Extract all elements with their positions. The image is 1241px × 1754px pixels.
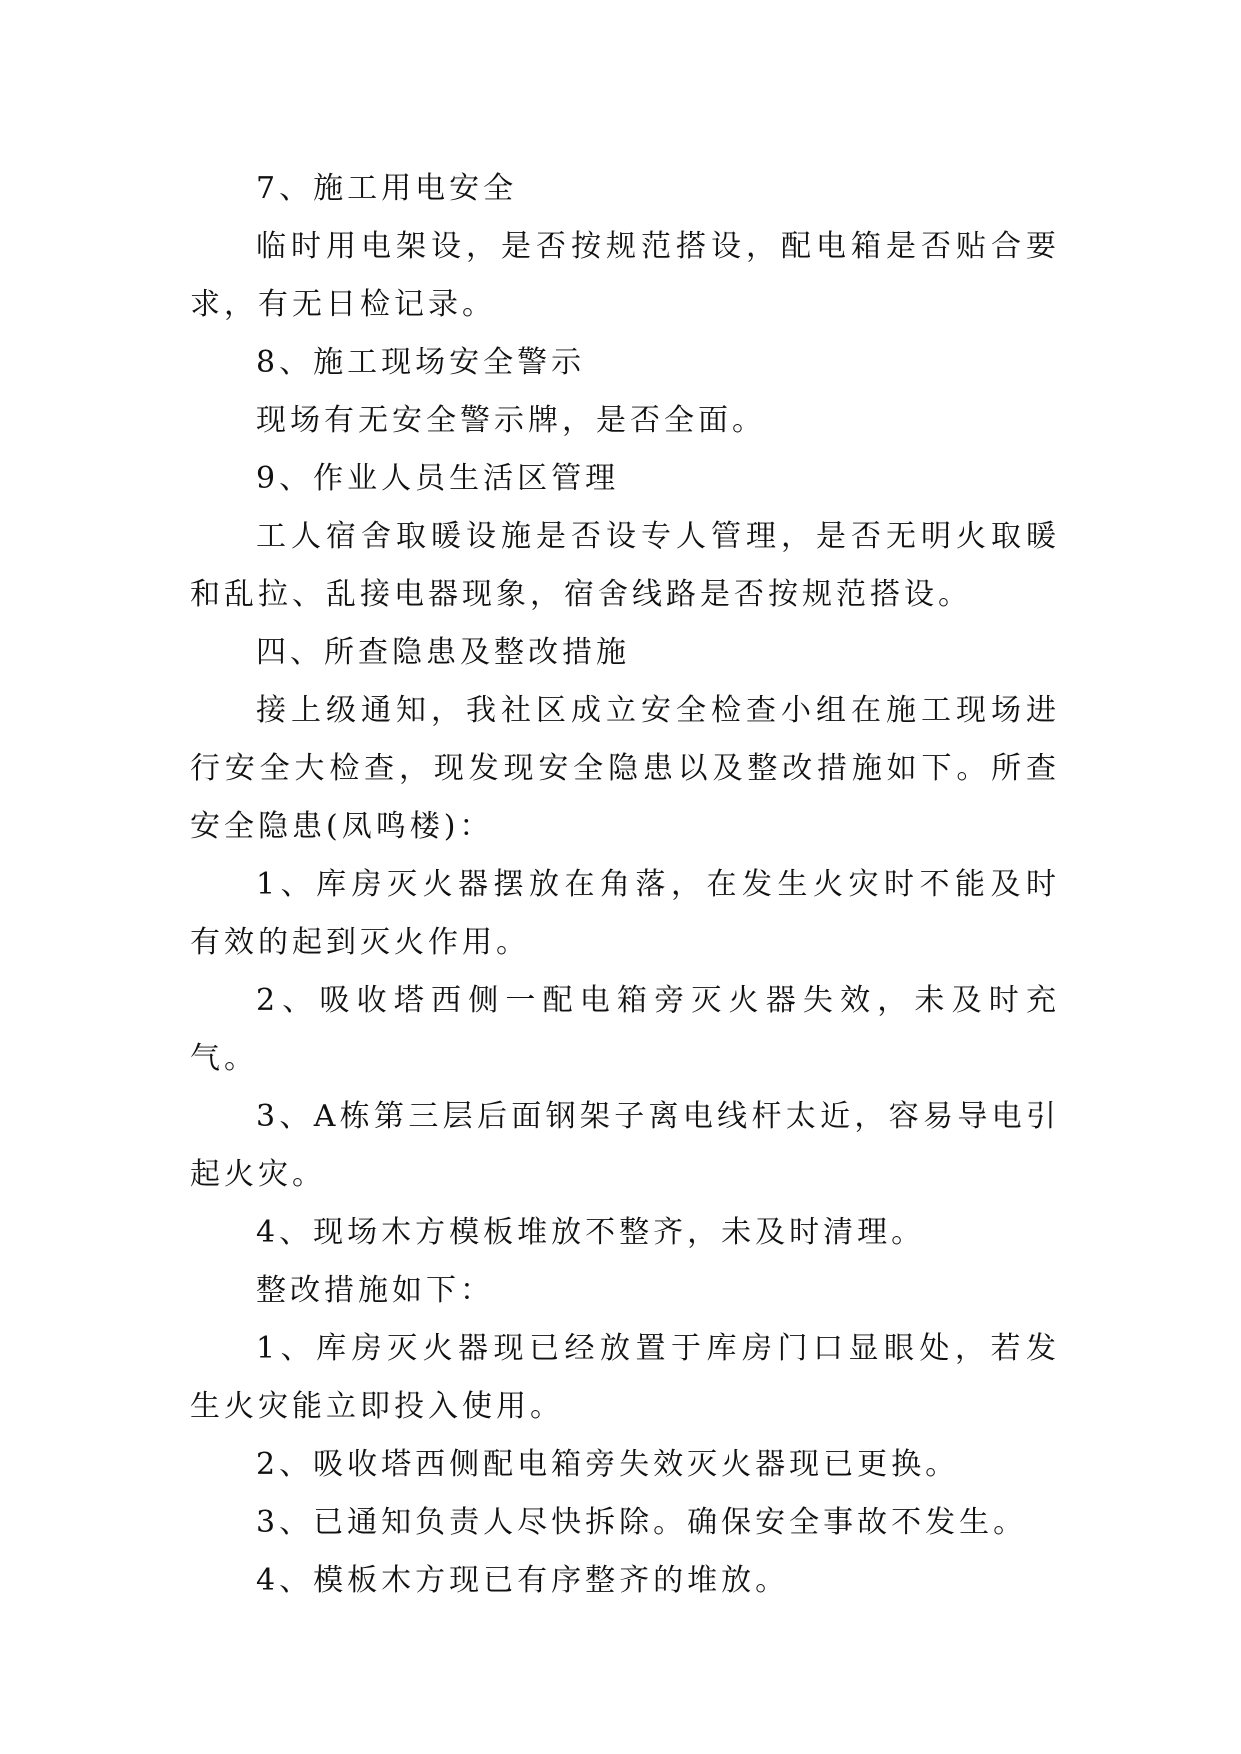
paragraph-dormitory: 工人宿舍取暖设施是否设专人管理，是否无明火取暖和乱拉、乱接电器现象，宿舍线路是否按规范搭设。 [190,519,1060,612]
hazard-item-1: 1、库房灭火器摆放在角落，在发生火灾时不能及时有效的起到灭火作用。 [190,867,1060,960]
heading-site-warning: 8、施工现场安全警示 [256,345,586,380]
heading-electrical-safety: 7、施工用电安全 [256,171,518,206]
document-body [190,160,1060,1610]
measure-item-2: 2、吸收塔西侧配电箱旁失效灭火器现已更换。 [256,1447,960,1482]
heading-hazards-measures: 四、所查隐患及整改措施 [256,635,630,670]
measure-item-1: 1、库房灭火器现已经放置于库房门口显眼处，若发生火灾能立即投入使用。 [190,1331,1060,1424]
hazard-item-2: 2、吸收塔西侧一配电箱旁灭火器失效，未及时充气。 [190,983,1060,1076]
hazard-item-4: 4、现场木方模板堆放不整齐，未及时清理。 [256,1215,926,1250]
heading-living-area: 9、作业人员生活区管理 [256,461,620,496]
measure-item-3: 3、已通知负责人尽快拆除。确保安全事故不发生。 [256,1505,1028,1540]
hazard-item-3: 3、A栋第三层后面钢架子离电线杆太近，容易导电引起火灾。 [190,1099,1060,1192]
paragraph-inspection-intro: 接上级通知，我社区成立安全检查小组在施工现场进行安全大检查，现发现安全隐患以及整改措施如下。所查安全隐患(凤鸣楼)： [190,693,1060,844]
paragraph-electrical-check: 临时用电架设，是否按规范搭设，配电箱是否贴合要求，有无日检记录。 [190,229,1060,322]
paragraph-warning-signs: 现场有无安全警示牌，是否全面。 [256,403,766,438]
heading-rectification: 整改措施如下： [256,1273,494,1308]
measure-item-4: 4、模板木方现已有序整齐的堆放。 [256,1563,790,1598]
